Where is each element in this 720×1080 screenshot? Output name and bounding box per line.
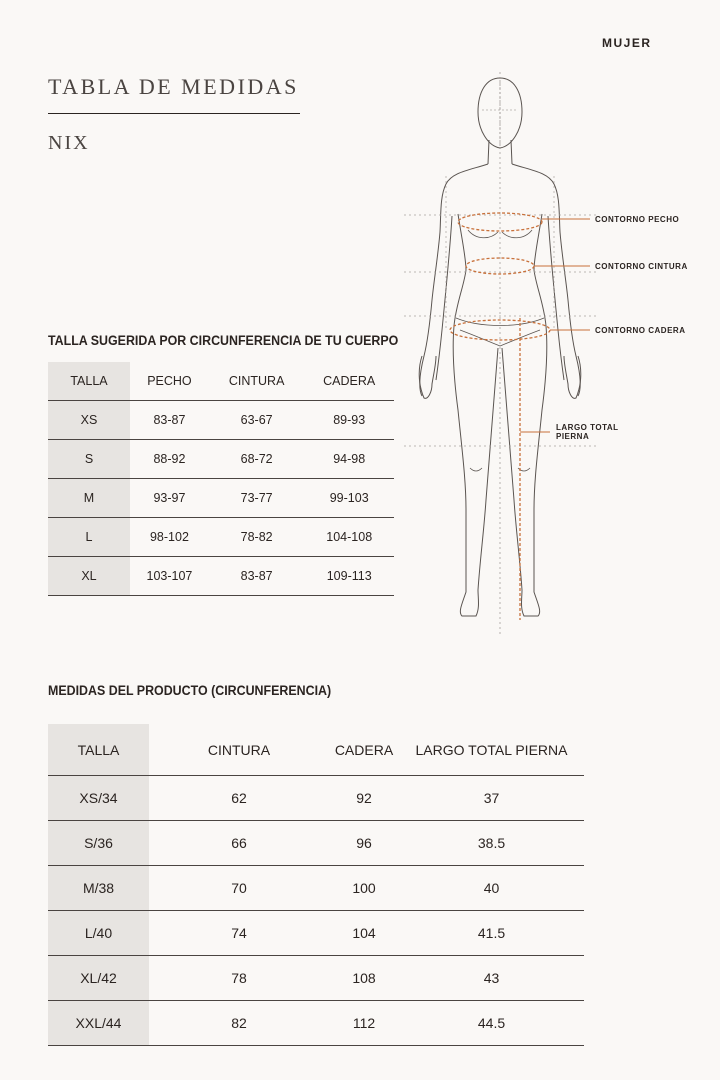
right-hand	[564, 356, 581, 398]
table-cell: 78-82	[209, 518, 305, 557]
hip-label: CONTORNO CADERA	[595, 326, 686, 335]
size-cell: M/38	[48, 866, 149, 911]
table-cell: 88-92	[130, 440, 209, 479]
table-row	[48, 956, 584, 1001]
table-cell: 94-98	[304, 440, 394, 479]
table-row	[48, 911, 584, 956]
chest-label: CONTORNO PECHO	[595, 215, 680, 224]
waist-measure-ring	[466, 258, 534, 274]
table-cell: 73-77	[209, 479, 305, 518]
product-table-title: MEDIDAS DEL PRODUCTO (CIRCUNFERENCIA)	[48, 683, 332, 698]
table-row	[48, 821, 584, 866]
size-cell: L	[48, 518, 130, 557]
table-cell: 103-107	[130, 557, 209, 596]
page-title: TABLA DE MEDIDAS	[48, 74, 299, 99]
body-table-title: TALLA SUGERIDA POR CIRCUNFERENCIA DE TU CUERPO	[48, 333, 399, 348]
table-cell: 63-67	[209, 401, 305, 440]
waist-left-outline	[453, 214, 498, 616]
table-cell: 82	[149, 1001, 329, 1046]
table-cell: 43	[399, 956, 584, 1001]
body-figure-illustration	[395, 70, 720, 640]
table-row	[48, 557, 394, 596]
header-cell: TALLA	[48, 724, 149, 776]
table-cell: 93-97	[130, 479, 209, 518]
table-cell: 38.5	[399, 821, 584, 866]
header-cell: CADERA	[329, 724, 399, 776]
table-row	[48, 440, 394, 479]
table-cell: 96	[329, 821, 399, 866]
table-cell: 92	[329, 776, 399, 821]
table-cell: 66	[149, 821, 329, 866]
leg-label-line1: LARGO TOTAL	[556, 423, 619, 432]
leg-label-line2: PIERNA	[556, 432, 590, 441]
table-cell: 109-113	[304, 557, 394, 596]
table-cell: 83-87	[209, 557, 305, 596]
left-hand	[419, 356, 436, 398]
table-cell: 44.5	[399, 1001, 584, 1046]
table-cell: 62	[149, 776, 329, 821]
left-arm-inner	[436, 216, 452, 380]
header-cell: CINTURA	[209, 362, 305, 401]
table-cell: 83-87	[130, 401, 209, 440]
table-row	[48, 479, 394, 518]
table-row	[48, 776, 584, 821]
product-size-table	[48, 724, 584, 1046]
size-cell: S/36	[48, 821, 149, 866]
body-size-table	[48, 362, 394, 596]
table-cell: 70	[149, 866, 329, 911]
table-cell: 112	[329, 1001, 399, 1046]
table-cell: 41.5	[399, 911, 584, 956]
table-cell: 99-103	[304, 479, 394, 518]
size-cell: L/40	[48, 911, 149, 956]
size-cell: XL	[48, 557, 130, 596]
table-cell: 108	[329, 956, 399, 1001]
title-divider	[48, 113, 300, 114]
table-row	[48, 518, 394, 557]
table-cell: 78	[149, 956, 329, 1001]
gender-label: MUJER	[602, 36, 652, 50]
size-cell: M	[48, 479, 130, 518]
table-cell: 40	[399, 866, 584, 911]
right-arm-inner	[548, 216, 564, 380]
header-cell: CINTURA	[149, 724, 329, 776]
table-row	[48, 401, 394, 440]
header-cell: CADERA	[304, 362, 394, 401]
size-cell: XS	[48, 401, 130, 440]
header-cell: PECHO	[130, 362, 209, 401]
header-cell: TALLA	[48, 362, 130, 401]
table-cell: 104	[329, 911, 399, 956]
table-cell: 89-93	[304, 401, 394, 440]
table-cell: 68-72	[209, 440, 305, 479]
waist-label: CONTORNO CINTURA	[595, 262, 688, 271]
table-cell: 98-102	[130, 518, 209, 557]
table-cell: 37	[399, 776, 584, 821]
table-header-row	[48, 362, 394, 401]
product-name: NIX	[48, 132, 90, 154]
size-cell: S	[48, 440, 130, 479]
size-cell: XS/34	[48, 776, 149, 821]
size-cell: XXL/44	[48, 1001, 149, 1046]
table-row	[48, 1001, 584, 1046]
table-cell: 100	[329, 866, 399, 911]
table-cell: 74	[149, 911, 329, 956]
table-header-row	[48, 724, 584, 776]
table-cell: 104-108	[304, 518, 394, 557]
header-cell: LARGO TOTAL PIERNA	[399, 724, 584, 776]
size-cell: XL/42	[48, 956, 149, 1001]
table-row	[48, 866, 584, 911]
